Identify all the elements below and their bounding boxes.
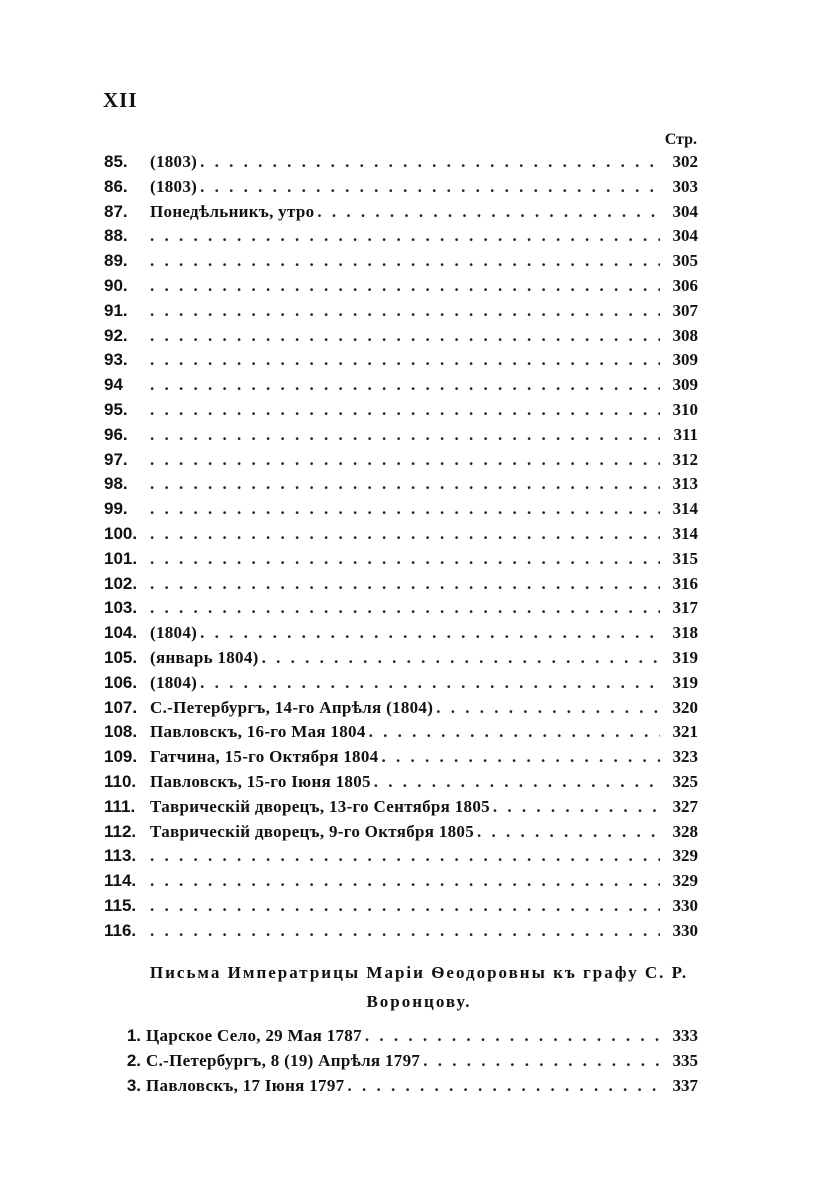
entry-number: 93. <box>104 350 128 370</box>
entry-title: Царское Село, 29 Мая 1787 <box>146 1026 362 1045</box>
entry-page: 319 <box>672 647 698 667</box>
toc-row <box>104 522 698 547</box>
page-column-header: Стр. <box>664 131 697 148</box>
entry-number: 3. <box>126 1075 141 1095</box>
entry-number: 115. <box>104 895 137 915</box>
entry-number: 104. <box>104 623 138 643</box>
toc-row <box>104 696 698 721</box>
entry-page: 323 <box>672 747 698 767</box>
dot-leader <box>477 820 660 845</box>
toc-row <box>104 200 698 225</box>
toc-row <box>104 373 698 398</box>
dot-leader <box>347 1074 660 1099</box>
dot-leader <box>436 696 660 721</box>
dot-leader <box>150 373 660 398</box>
toc-row <box>104 572 698 597</box>
entry-page: 310 <box>672 399 698 419</box>
entry-title: Понедѣльникъ, утро <box>150 201 315 221</box>
toc-row <box>104 844 698 869</box>
entry-page: 317 <box>672 598 698 618</box>
toc-list <box>104 150 698 944</box>
toc-row <box>104 448 698 473</box>
entry-page: 311 <box>673 424 698 444</box>
dot-leader <box>150 596 660 621</box>
entry-number: 106. <box>104 672 138 692</box>
dot-leader <box>200 621 660 646</box>
entry-number: 91. <box>104 300 128 320</box>
dot-leader <box>200 175 660 200</box>
entry-title: Таврическій дворецъ, 9-го Октября 1805 <box>150 821 475 841</box>
entry-title: Гатчина, 15-го Октября 1804 <box>150 747 379 767</box>
toc-row <box>104 1024 698 1049</box>
dot-leader <box>150 497 660 522</box>
entry-title: (1803) <box>150 152 198 171</box>
entry-page: 305 <box>672 251 698 271</box>
toc-row <box>104 348 698 373</box>
toc-row <box>104 497 698 522</box>
dot-leader <box>150 249 660 274</box>
entry-number: 101. <box>104 548 138 568</box>
toc-row <box>104 596 698 621</box>
entry-number: 97. <box>104 449 128 469</box>
entry-page: 328 <box>672 821 698 841</box>
dot-leader <box>317 200 660 225</box>
entry-page: 309 <box>672 375 698 395</box>
entry-page: 333 <box>672 1026 698 1045</box>
entry-number: 102. <box>104 573 138 593</box>
entry-title: С.-Петербургъ, 14-го Апрѣля (1804) <box>150 697 434 717</box>
entry-title: Павловскъ, 17 Іюня 1797 <box>146 1075 345 1095</box>
entry-number: 90. <box>104 275 128 295</box>
toc-row <box>104 175 698 200</box>
dot-leader <box>200 150 660 175</box>
entry-page: 304 <box>672 201 698 221</box>
entry-number: 108. <box>104 722 138 742</box>
dot-leader <box>150 869 660 894</box>
toc-row <box>104 720 698 745</box>
toc-row <box>104 472 698 497</box>
entry-number: 87. <box>104 201 128 221</box>
entry-title: (1803) <box>150 176 198 196</box>
page-number: XII <box>103 88 138 112</box>
toc-row <box>104 299 698 324</box>
dot-leader <box>150 299 660 324</box>
dot-leader <box>493 795 660 820</box>
entry-number: 113. <box>104 846 137 866</box>
dot-leader <box>150 522 660 547</box>
entry-page: 304 <box>672 226 698 246</box>
section-heading-line: Воронцову. <box>366 992 472 1011</box>
dot-leader <box>150 472 660 497</box>
entry-number: 109. <box>104 747 138 767</box>
entry-number: 99. <box>104 499 128 519</box>
entry-page: 319 <box>672 672 698 692</box>
entry-page: 312 <box>672 449 698 469</box>
entry-page: 327 <box>672 796 698 816</box>
toc-row <box>104 274 698 299</box>
entry-page: 330 <box>672 895 698 915</box>
entry-number: 111. <box>104 796 136 816</box>
entry-page: 302 <box>672 152 698 171</box>
entry-title: (1804) <box>150 623 198 643</box>
entry-number: 110. <box>104 771 137 791</box>
dot-leader <box>150 547 660 572</box>
entry-title: Таврическій дворецъ, 13-го Сентября 1805 <box>150 796 490 816</box>
entry-page: 313 <box>672 474 698 494</box>
dot-leader <box>150 572 660 597</box>
toc-row <box>104 621 698 646</box>
entry-page: 307 <box>672 300 698 320</box>
entry-number: 107. <box>104 697 138 717</box>
entry-page: 309 <box>672 350 698 370</box>
entry-number: 103. <box>104 598 138 618</box>
toc-row <box>104 894 698 919</box>
entry-number: 105. <box>104 647 138 667</box>
dot-leader <box>150 844 660 869</box>
entry-page: 320 <box>672 697 698 717</box>
entry-page: 318 <box>672 623 698 643</box>
dot-leader <box>150 398 660 423</box>
dot-leader <box>150 348 660 373</box>
entry-title: С.-Петербургъ, 8 (19) Апрѣля 1797 <box>146 1050 421 1070</box>
toc-row <box>104 423 698 448</box>
dot-leader <box>369 720 660 745</box>
entry-number: 88. <box>104 226 128 246</box>
toc-row <box>104 919 698 944</box>
entry-page: 303 <box>672 176 698 196</box>
dot-leader <box>150 274 660 299</box>
entry-page: 306 <box>672 275 698 295</box>
entry-number: 92. <box>104 325 128 345</box>
entry-title: (январь 1804) <box>150 647 259 667</box>
dot-leader <box>150 919 660 944</box>
dot-leader <box>150 423 660 448</box>
dot-leader <box>423 1049 660 1074</box>
section-toc-list <box>104 1024 698 1098</box>
dot-leader <box>200 671 660 696</box>
entry-title: Павловскъ, 16-го Мая 1804 <box>150 722 366 742</box>
toc-row <box>104 224 698 249</box>
entry-page: 314 <box>672 499 698 519</box>
toc-row <box>104 1049 698 1074</box>
dot-leader <box>150 224 660 249</box>
entry-page: 329 <box>672 846 698 866</box>
section-heading <box>110 958 728 1016</box>
entry-number: 100. <box>104 523 138 543</box>
entry-number: 94 <box>104 375 123 395</box>
toc-row <box>104 745 698 770</box>
dot-leader <box>262 646 660 671</box>
dot-leader <box>150 894 660 919</box>
entry-number: 116. <box>104 920 137 940</box>
toc-row <box>104 795 698 820</box>
entry-page: 316 <box>672 573 698 593</box>
entry-page: 330 <box>672 920 698 940</box>
section-heading-line: Письма Императрицы Маріи Ѳеодоровны къ графу С. Р. <box>149 963 689 982</box>
toc-row <box>104 1074 698 1099</box>
entry-page: 335 <box>672 1050 698 1070</box>
entry-number: 85. <box>104 152 128 171</box>
entry-page: 308 <box>672 325 698 345</box>
toc-row <box>104 249 698 274</box>
entry-number: 98. <box>104 474 128 494</box>
entry-number: 89. <box>104 251 128 271</box>
dot-leader <box>150 324 660 349</box>
toc-row <box>104 770 698 795</box>
toc-row <box>104 671 698 696</box>
toc-row <box>104 398 698 423</box>
entry-page: 329 <box>672 871 698 891</box>
dot-leader <box>381 745 660 770</box>
entry-page: 315 <box>672 548 698 568</box>
toc-row <box>104 820 698 845</box>
entry-number: 1. <box>126 1026 141 1045</box>
toc-row <box>104 150 698 175</box>
entry-number: 114. <box>104 871 137 891</box>
entry-number: 96. <box>104 424 128 444</box>
toc-row <box>104 869 698 894</box>
entry-number: 86. <box>104 176 128 196</box>
toc-row <box>104 646 698 671</box>
entry-title: (1804) <box>150 672 198 692</box>
entry-title: Павловскъ, 15-го Іюня 1805 <box>150 771 371 791</box>
toc-row <box>104 547 698 572</box>
entry-number: 2. <box>126 1050 141 1070</box>
dot-leader <box>150 448 660 473</box>
entry-number: 112. <box>104 821 137 841</box>
toc-row <box>104 324 698 349</box>
entry-number: 95. <box>104 399 128 419</box>
entry-page: 321 <box>672 722 698 742</box>
dot-leader <box>374 770 660 795</box>
dot-leader <box>365 1024 660 1049</box>
entry-page: 337 <box>672 1075 698 1095</box>
entry-page: 314 <box>672 523 698 543</box>
entry-page: 325 <box>672 771 698 791</box>
